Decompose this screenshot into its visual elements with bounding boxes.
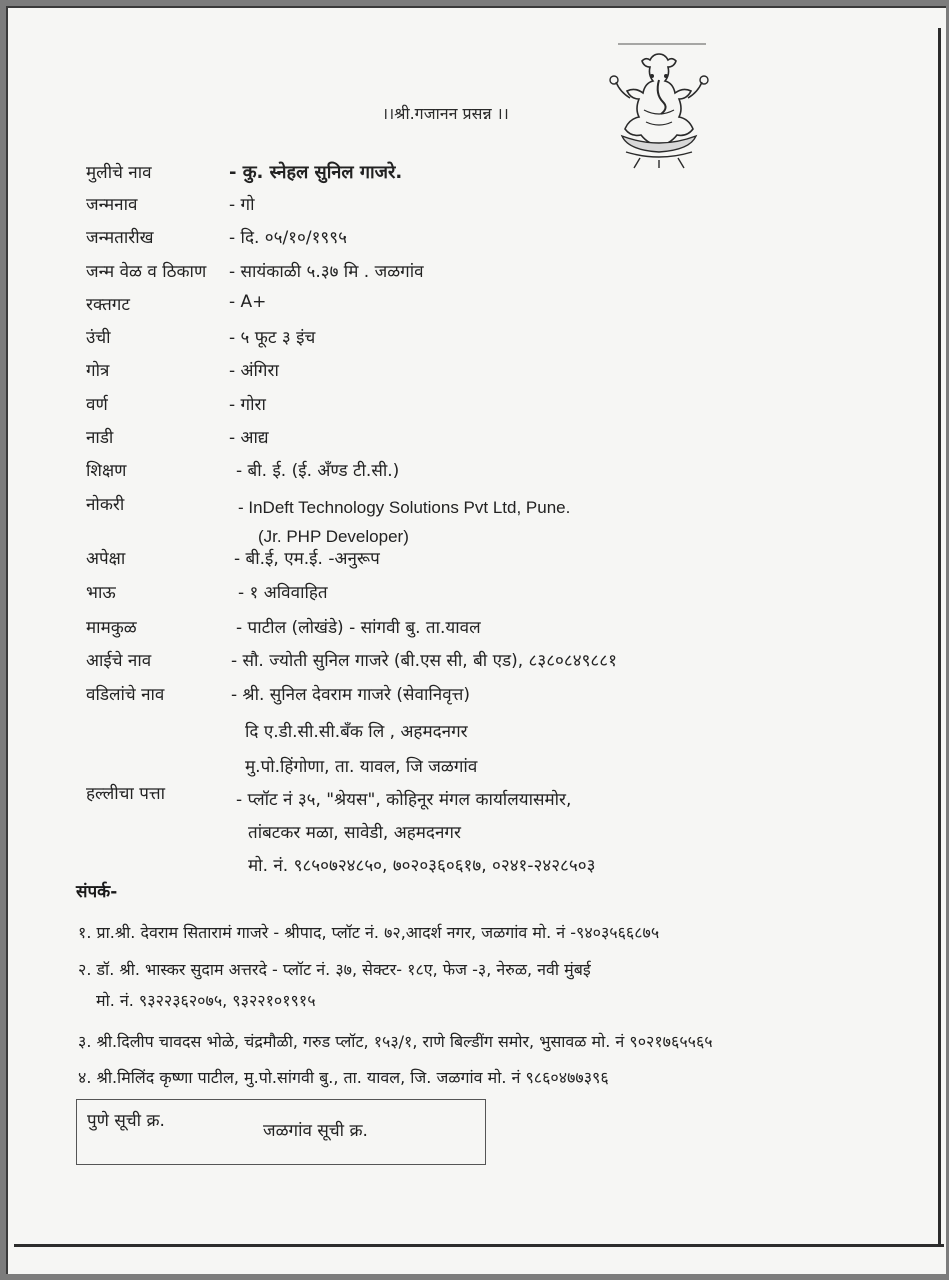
field-label: वर्ण bbox=[86, 395, 108, 415]
field-label: जन्मतारीख bbox=[86, 228, 154, 248]
field-label: अपेक्षा bbox=[86, 549, 126, 569]
field-label: नोकरी bbox=[86, 495, 125, 515]
field-value-continuation: तांबटकर मळा, सावेडी, अहमदनगर bbox=[248, 823, 461, 843]
page-edge-right bbox=[938, 28, 941, 1246]
field-label: भाऊ bbox=[86, 583, 116, 603]
field-label: गोत्र bbox=[86, 361, 110, 381]
ganesha-emblem-icon bbox=[600, 40, 718, 170]
field-value: - प्लॉट नं ३५, "श्रेयस", कोहिनूर मंगल कार्यालयासमोर, bbox=[236, 790, 572, 810]
contact-item: १. प्रा.श्री. देवराम सितारामं गाजरे - श्रीपाद, प्लॉट नं. ७२,आदर्श नगर, जळगांव मो. नं -९४०३५६६८७५ bbox=[78, 923, 660, 942]
header-title: ।।श्री.गजानन प्रसन्न ।। bbox=[382, 104, 509, 123]
field-value: - सायंकाळी ५.३७ मि . जळगांव bbox=[229, 262, 424, 282]
index-box bbox=[76, 1099, 486, 1165]
field-value: - गो bbox=[229, 195, 255, 215]
field-label: मामकुळ bbox=[86, 618, 137, 638]
field-value: - १ अविवाहित bbox=[238, 583, 328, 603]
field-label: वडिलांचे नाव bbox=[86, 685, 165, 705]
field-value: - श्री. सुनिल देवराम गाजरे (सेवानिवृत्त) bbox=[231, 685, 471, 705]
field-label: नाडी bbox=[86, 428, 114, 448]
field-label: शिक्षण bbox=[86, 461, 127, 481]
field-value-continuation: मु.पो.हिंगोणा, ता. यावल, जि जळगांव bbox=[245, 757, 478, 777]
field-value-continuation: मो. नं. ९८५०७२४८५०, ७०२०३६०६१७, ०२४१-२४२८५०३ bbox=[248, 856, 596, 876]
jalgaon-index-label: जळगांव सूची क्र. bbox=[263, 1121, 368, 1141]
field-value: - बी. ई. (ई. अँण्ड टी.सी.) bbox=[236, 461, 400, 481]
field-value: - गोरा bbox=[229, 395, 266, 415]
field-value: - सौ. ज्योती सुनिल गाजरे (बी.एस सी, बी एड), ८३८०८४९८८१ bbox=[231, 651, 617, 671]
field-value: - InDeft Technology Solutions Pvt Ltd, Pune. bbox=[238, 498, 571, 517]
contact-item: ३. श्री.दिलीप चावदस भोळे, चंद्रमौळी, गरुड प्लॉट, १५३/१, राणे बिल्डींग समोर, भुसावळ मो. नं ९०२१७६५५६५ bbox=[78, 1032, 713, 1051]
field-label: हल्लीचा पत्ता bbox=[86, 784, 166, 804]
field-value: - आद्य bbox=[229, 428, 269, 448]
field-label: मुलीचे नाव bbox=[86, 163, 152, 183]
field-label: जन्म वेळ व ठिकाण bbox=[86, 262, 207, 282]
contact-item: ४. श्री.मिलिंद कृष्णा पाटील, मु.पो.सांगवी बु., ता. यावल, जि. जळगांव मो. नं ९८६०४७७३९६ bbox=[78, 1068, 609, 1087]
field-value: - बी.ई, एम.ई. -अनुरूप bbox=[234, 549, 380, 569]
field-label: आईचे नाव bbox=[86, 651, 152, 671]
field-label: उंची bbox=[86, 328, 111, 348]
field-value: - कु. स्नेहल सुनिल गाजरे. bbox=[229, 162, 403, 183]
field-value: - ५ फूट ३ इंच bbox=[229, 328, 316, 348]
field-value-continuation: (Jr. PHP Developer) bbox=[258, 527, 409, 546]
field-value: - पाटील (लोखंडे) - सांगवी बु. ता.यावल bbox=[236, 618, 481, 638]
contact-item: २. डॉ. श्री. भास्कर सुदाम अत्तरदे - प्लॉट नं. ३७, सेक्टर- १८ए, फेज -३, नेरुळ, नवी मुंबई bbox=[78, 960, 591, 979]
field-value: - A+ bbox=[229, 292, 267, 312]
field-value: - दि. ०५/१०/१९९५ bbox=[229, 228, 347, 248]
field-label: रक्तगट bbox=[86, 295, 130, 315]
contacts-heading: संपर्क- bbox=[76, 882, 118, 902]
page-edge-bottom bbox=[14, 1244, 944, 1247]
field-value: - अंगिरा bbox=[229, 361, 279, 381]
field-value-continuation: दि ए.डी.सी.सी.बँक लि , अहमदनगर bbox=[245, 722, 468, 742]
field-label: जन्मनाव bbox=[86, 195, 138, 215]
pune-index-label: पुणे सूची क्र. bbox=[87, 1111, 165, 1131]
contact-item-continuation: मो. नं. ९३२२३६२०७५, ९३२२१०१९१५ bbox=[96, 991, 316, 1010]
